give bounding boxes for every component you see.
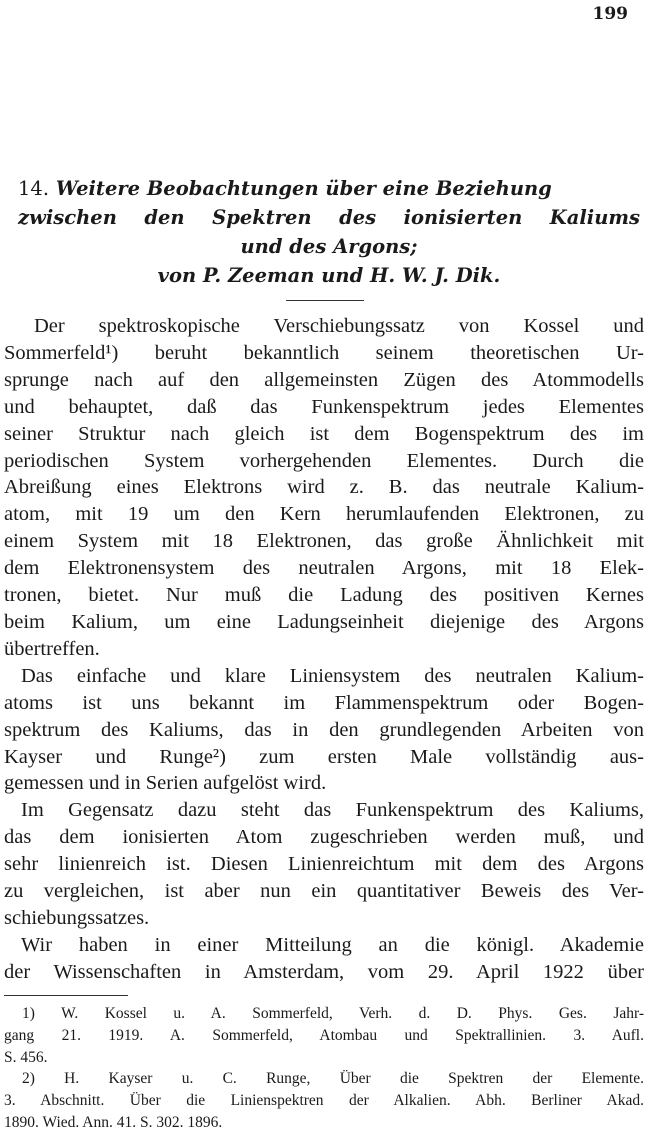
- body-line: und behauptet, daß das Funkenspektrum jedes Elementes: [4, 395, 644, 418]
- title-divider: [286, 300, 364, 301]
- body-line: das dem ionisierten Atom zugeschrieben werden muß, und: [4, 826, 644, 849]
- body-line: übertreffen.: [4, 637, 100, 660]
- body-line: dem Elektronensystem des neutralen Argons, mit 18 Elek-: [4, 557, 644, 580]
- footnote-line: 2) H. Kayser u. C. Runge, Über die Spektren der Elemente.: [22, 1070, 644, 1088]
- title-line-2: zwischen den Spektren des ionisierten Kaliums: [18, 206, 640, 229]
- body-line: periodischen System vorhergehenden Elementes. Durch die: [4, 449, 644, 472]
- body-text: [4, 313, 644, 986]
- body-line: einem System mit 18 Elektronen, das große Ähnlichkeit mit: [4, 530, 644, 553]
- body-line: tronen, bietet. Nur muß die Ladung des positiven Kernes: [4, 584, 644, 607]
- article-number: 14.: [18, 177, 50, 200]
- body-line: Kayser und Runge²) zum ersten Male vollständig aus-: [4, 745, 644, 768]
- body-line: atoms ist uns bekannt im Flammenspektrum oder Bogen-: [4, 691, 644, 714]
- body-line: Wir haben in einer Mitteilung an die königl. Akademie: [21, 933, 644, 956]
- title-authors: von P. Zeeman und H. W. J. Dik.: [157, 264, 501, 287]
- body-line: seiner Struktur nach gleich ist dem Bogenspektrum des im: [4, 422, 644, 445]
- footnote-line: 3. Abschnitt. Über die Linienspektren der Alkalien. Abh. Berliner Akad.: [4, 1092, 644, 1110]
- footnote-line: gang 21. 1919. A. Sommerfeld, Atombau und Spektrallinien. 3. Aufl.: [4, 1026, 644, 1044]
- footnote-line: 1) W. Kossel u. A. Sommerfeld, Verh. d. D. Phys. Ges. Jahr-: [22, 1005, 644, 1022]
- body-line: Das einfache und klare Liniensystem des neutralen Kalium-: [21, 664, 644, 687]
- footnote-line: S. 456.: [4, 1048, 48, 1066]
- footnote-line: 1890. Wied. Ann. 41. S. 302. 1896.: [4, 1113, 223, 1131]
- body-line: Abreißung eines Elektrons wird z. B. das neutrale Kalium-: [4, 476, 644, 499]
- footnote-divider: [4, 995, 128, 996]
- title-line-1: [18, 174, 640, 203]
- body-line: Der spektroskopische Verschiebungssatz von Kossel und: [34, 315, 644, 337]
- body-line: beim Kalium, um eine Ladungseinheit diejenige des Argons: [4, 610, 644, 633]
- body-line: gemessen und in Serien aufgelöst wird.: [4, 772, 327, 795]
- footnotes: [4, 1003, 644, 1134]
- body-line: sehr linienreich ist. Diesen Linienreichtum mit dem des Argons: [4, 853, 644, 876]
- body-line: sprunge nach auf den allgemeinsten Zügen des Atommodells: [4, 368, 644, 391]
- title-line-1-text: Weitere Beobachtungen über eine Beziehung: [55, 177, 552, 200]
- article-title: [18, 174, 640, 290]
- body-line: der Wissenschaften in Amsterdam, vom 29. April 1922 über: [4, 960, 644, 983]
- body-line: atom, mit 19 um den Kern herumlaufenden Elektronen, zu: [4, 503, 644, 526]
- body-line: Im Gegensatz dazu steht das Funkenspektrum des Kaliums,: [21, 799, 644, 822]
- body-line: Sommerfeld¹) beruht bekanntlich seinem theoretischen Ur-: [4, 341, 644, 364]
- body-line: zu vergleichen, ist aber nun ein quantitativer Beweis des Ver-: [4, 880, 644, 903]
- body-line: spektrum des Kaliums, das in den grundlegenden Arbeiten von: [4, 718, 644, 741]
- title-line-3: und des Argons;: [240, 235, 418, 258]
- page-number: 199: [592, 4, 628, 24]
- body-line: schiebungssatzes.: [4, 906, 150, 929]
